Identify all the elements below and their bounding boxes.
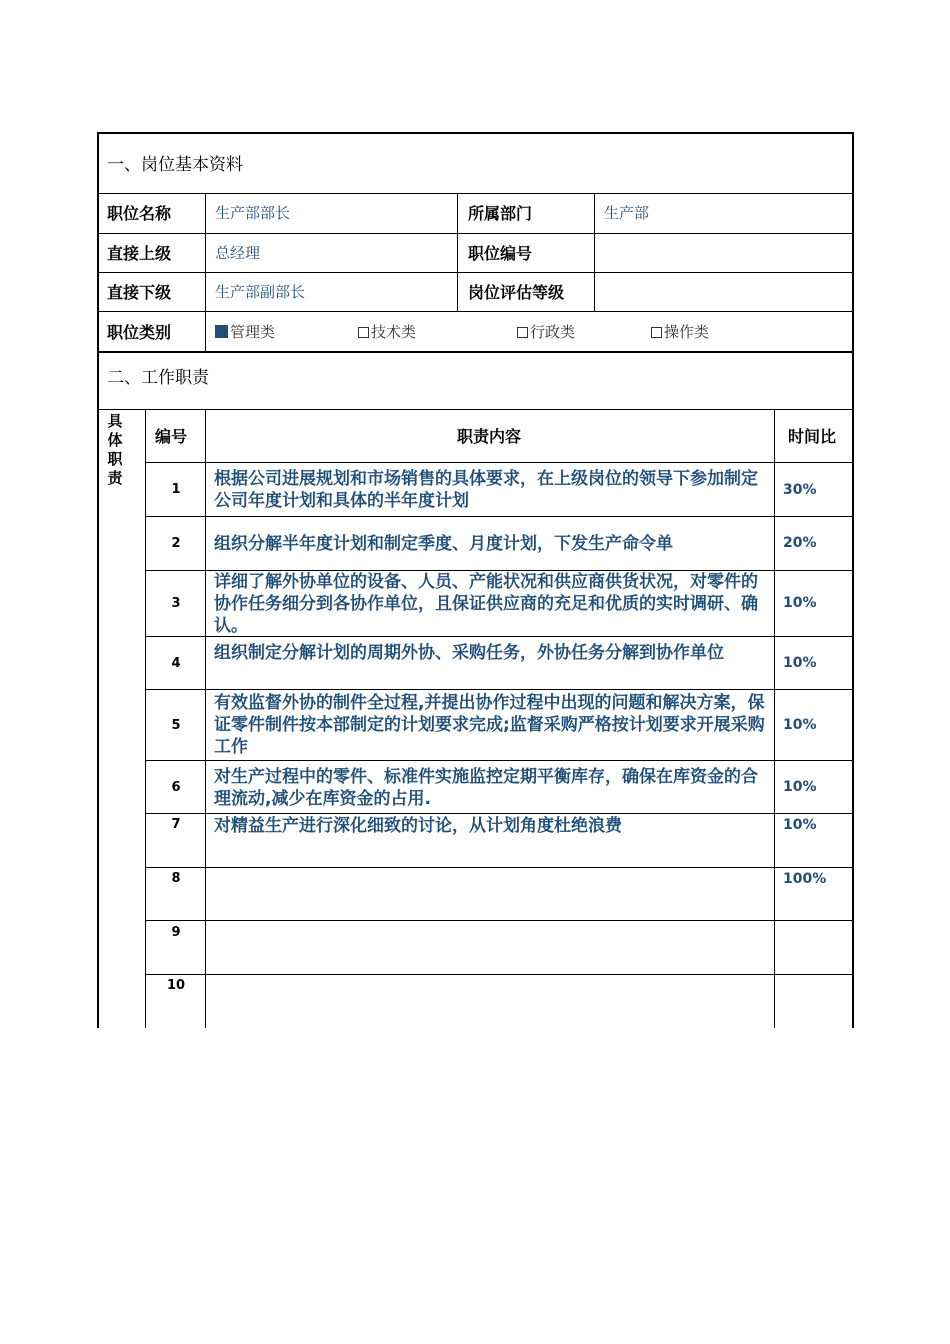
duty-ratio: 10% [783,595,817,611]
column-header-content: 职责内容 [457,427,522,446]
rule [145,920,854,921]
checkbox-checked-icon [215,325,228,338]
category-option-label: 行政类 [530,323,576,341]
duty-number: 6 [171,780,181,795]
position-code-label: 职位编号 [468,244,533,263]
duty-number: 3 [171,596,181,611]
rule [145,867,854,868]
border-right [852,132,854,1028]
rule [97,311,854,312]
duty-ratio: 10% [783,817,817,833]
duty-number: 10 [166,978,186,993]
rule [145,462,854,463]
category-option-management[interactable] [215,325,275,340]
position-name-value: 生产部部长 [215,204,291,222]
duty-number: 1 [171,482,181,497]
rule [145,760,854,761]
department-value: 生产部 [604,204,650,222]
subordinate-value: 生产部副部长 [215,283,306,301]
rule [97,409,854,410]
category-option-label: 管理类 [230,323,276,341]
grade-label: 岗位评估等级 [468,283,565,302]
superior-label: 直接上级 [107,244,172,263]
duty-number: 7 [171,817,181,832]
position-name-label: 职位名称 [107,204,172,223]
rule [97,351,854,353]
duty-number: 5 [171,718,181,733]
duty-number: 4 [171,656,181,671]
duty-ratio: 100% [783,871,827,887]
job-description-form [97,132,854,1028]
duty-content: 对精益生产进行深化细致的讨论，从计划角度杜绝浪费 [214,816,622,836]
duty-content: 对生产过程中的零件、标准件实施监控定期平衡库存，确保在库资金的合理流动,减少在库资金的占用. [214,767,758,809]
duties-side-label: 具体职责 [107,412,123,487]
rule [205,193,206,352]
rule [594,193,595,311]
duty-number: 9 [171,925,181,940]
column-header-ratio: 时间比 [788,427,837,446]
checkbox-empty-icon [517,327,528,338]
department-label: 所属部门 [468,204,533,223]
duty-ratio: 10% [783,655,817,671]
rule [145,516,854,517]
superior-value: 总经理 [215,244,261,262]
duty-number: 2 [171,536,181,551]
checkbox-empty-icon [358,327,369,338]
duty-ratio: 10% [783,779,817,795]
border-top [97,132,854,134]
duty-content: 组织分解半年度计划和制定季度、月度计划，下发生产命令单 [214,534,673,554]
section-title-basic-info: 一、岗位基本资料 [107,155,243,175]
duty-content: 有效监督外协的制件全过程,并提出协作过程中出现的问题和解决方案，保证零件制件按本部制定的计划要求完成;监督采购严格按计划要求开展采购工作 [214,693,765,757]
checkbox-empty-icon [651,327,662,338]
section-title-duties: 二、工作职责 [107,368,209,388]
duty-content: 根据公司进展规划和市场销售的具体要求，在上级岗位的领导下参加制定公司年度计划和具体的半年度计划 [214,469,758,511]
rule [145,974,854,975]
subordinate-label: 直接下级 [107,283,172,302]
border-left [97,132,99,1028]
rule [457,193,458,311]
rule [97,233,854,234]
rule [774,409,775,1028]
duty-content: 组织制定分解计划的周期外协、采购任务，外协任务分解到协作单位 [214,643,724,663]
category-option-technical[interactable] [358,325,416,340]
category-option-administrative[interactable] [517,325,575,340]
rule [97,193,854,194]
rule [145,813,854,814]
category-option-label: 技术类 [371,323,417,341]
duty-number: 8 [171,871,181,886]
category-label: 职位类别 [107,323,172,342]
rule [145,689,854,690]
column-header-number: 编号 [155,427,188,446]
duty-ratio: 10% [783,717,817,733]
duty-ratio: 30% [783,482,817,498]
rule [97,272,854,273]
category-option-operational[interactable] [651,325,709,340]
duty-ratio: 20% [783,535,817,551]
duty-content: 详细了解外协单位的设备、人员、产能状况和供应商供货状况，对零件的协作任务细分到各协作单位，且保证供应商的充足和优质的实时调研、确认。 [214,572,758,636]
category-option-label: 操作类 [664,323,710,341]
